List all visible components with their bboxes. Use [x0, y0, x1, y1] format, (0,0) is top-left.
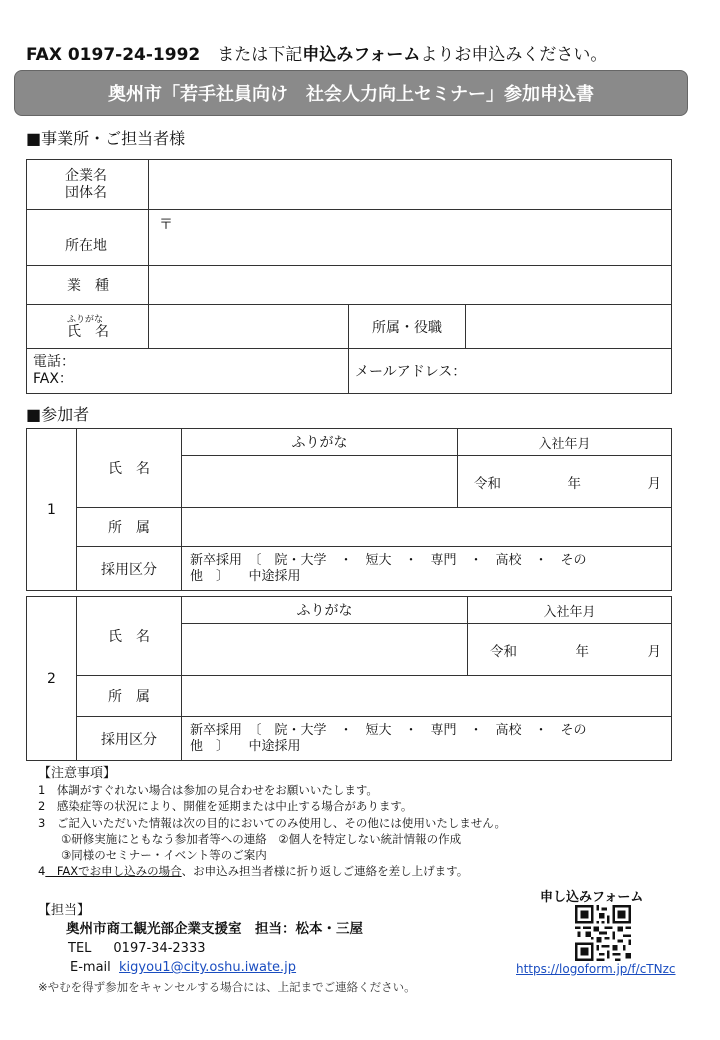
header-form-text: 申込みフォーム	[302, 45, 421, 65]
email-field[interactable]	[349, 349, 672, 394]
dept-field[interactable]	[182, 676, 672, 717]
email-field-label: メールアドレス：	[355, 364, 467, 380]
note-item: ③同様のセミナー・イベント等のご案内	[38, 848, 267, 863]
participant-1-table	[26, 428, 672, 591]
participant-number: 1	[27, 429, 77, 591]
header-mid-text: または下記	[200, 45, 303, 65]
office-table	[26, 159, 672, 394]
contact-tel-line	[38, 939, 363, 958]
contact-name-field[interactable]	[149, 305, 349, 349]
industry-label: 業 種	[27, 266, 149, 305]
join-date-header: 入社年月	[458, 429, 672, 456]
hire-type-label: 採用区分	[77, 717, 182, 761]
participants-section-heading: ■参加者	[26, 405, 90, 424]
industry-field[interactable]	[149, 266, 672, 305]
address-field[interactable]	[149, 210, 672, 266]
hire-type-label: 採用区分	[77, 547, 182, 591]
note-item-4: 4 FAXでお申し込みの場合、お申込み担当者様に折り返しご連絡を差し上げます。	[38, 864, 469, 879]
participant-name-label: 氏 名	[77, 429, 182, 508]
participant-name-label: 氏 名	[77, 597, 182, 676]
notes	[38, 766, 506, 879]
phone-fax-field[interactable]	[27, 349, 349, 394]
tel-number: 0197-34-2333	[113, 941, 206, 956]
note-item: 2 感染症等の状況により、開催を延期または中止する場合があります。	[38, 799, 413, 814]
furigana-header: ふりがな	[182, 597, 468, 624]
address-label: 所在地	[27, 210, 149, 266]
phone-label: 電話：	[33, 354, 75, 370]
participant-name-field[interactable]	[182, 456, 458, 508]
qr-url-link[interactable]: https://logoform.jp/f/cTNzc	[516, 962, 676, 976]
dept-field[interactable]	[182, 508, 672, 547]
note-item: ①研修実施にともなう参加者等への連絡 ②個人を特定しない統計情報の作成	[38, 831, 462, 846]
participant-2-table	[26, 596, 672, 761]
position-field[interactable]	[466, 305, 672, 349]
page-title: 奥州市「若手社員向け 社会人力向上セミナー」参加申込書	[14, 70, 688, 116]
position-label: 所属・役職	[349, 305, 466, 349]
furigana-small: ふりがな	[67, 314, 104, 325]
company-field[interactable]	[149, 160, 672, 210]
note-item: 1 体調がすぐれない場合は参加の見合わせをお願いいたします。	[38, 783, 378, 798]
participant-name-field[interactable]	[182, 624, 468, 676]
office-section-heading: ■事業所・ご担当者様	[26, 129, 186, 148]
year-label: 年	[567, 475, 581, 492]
contact-heading: 【担当】	[38, 903, 91, 918]
postal-mark: 〒	[159, 217, 173, 233]
era-label: 令和	[474, 475, 501, 492]
hire-type-options[interactable]: 新卒採用 〔 院・大学 ・ 短大 ・ 専門 ・ 高校 ・ その 他 〕 中途採用	[182, 547, 672, 591]
join-date-header: 入社年月	[468, 597, 672, 624]
company-label: 企業名 団体名	[27, 160, 149, 210]
fax-field-label: FAX：	[33, 371, 73, 387]
join-date-field[interactable]	[468, 624, 672, 676]
join-date-field[interactable]	[458, 456, 672, 508]
fax-number: FAX 0197-24-1992	[26, 45, 201, 65]
qr-label: 申し込みフォーム	[540, 890, 644, 905]
furigana-header: ふりがな	[182, 429, 458, 456]
fax-note-underlined: FAXでお申し込みの場合	[45, 864, 182, 879]
header-line	[26, 40, 607, 65]
participant-number: 2	[27, 597, 77, 761]
qr-code-icon[interactable]	[575, 905, 631, 961]
contact-department: 奥州市商工観光部企業支援室 担当：松本・三屋	[66, 921, 363, 937]
contact-block	[38, 901, 363, 977]
contact-email-line	[38, 958, 363, 977]
email-label: E-mail	[70, 960, 111, 975]
era-label: 令和	[490, 643, 517, 660]
notes-heading: 【注意事項】	[38, 766, 117, 781]
header-tail-text: よりお申込みください。	[420, 45, 608, 65]
hire-type-options[interactable]: 新卒採用 〔 院・大学 ・ 短大 ・ 専門 ・ 高校 ・ その 他 〕 中途採用	[182, 717, 672, 761]
year-label: 年	[575, 643, 589, 660]
dept-label: 所 属	[77, 676, 182, 717]
cancel-footnote: ※やむを得ず参加をキャンセルする場合には、上記までご連絡ください。	[38, 980, 416, 994]
tel-label: TEL	[68, 941, 92, 956]
note-item: 3 ご記入いただいた情報は次の目的においてのみ使用し、その他には使用いたしません。	[38, 815, 507, 830]
contact-name-label: ふりがな 氏 名	[27, 305, 149, 349]
email-link[interactable]: kigyou1@city.oshu.iwate.jp	[119, 960, 297, 975]
month-label: 月	[647, 475, 661, 492]
dept-label: 所 属	[77, 508, 182, 547]
month-label: 月	[647, 643, 661, 660]
